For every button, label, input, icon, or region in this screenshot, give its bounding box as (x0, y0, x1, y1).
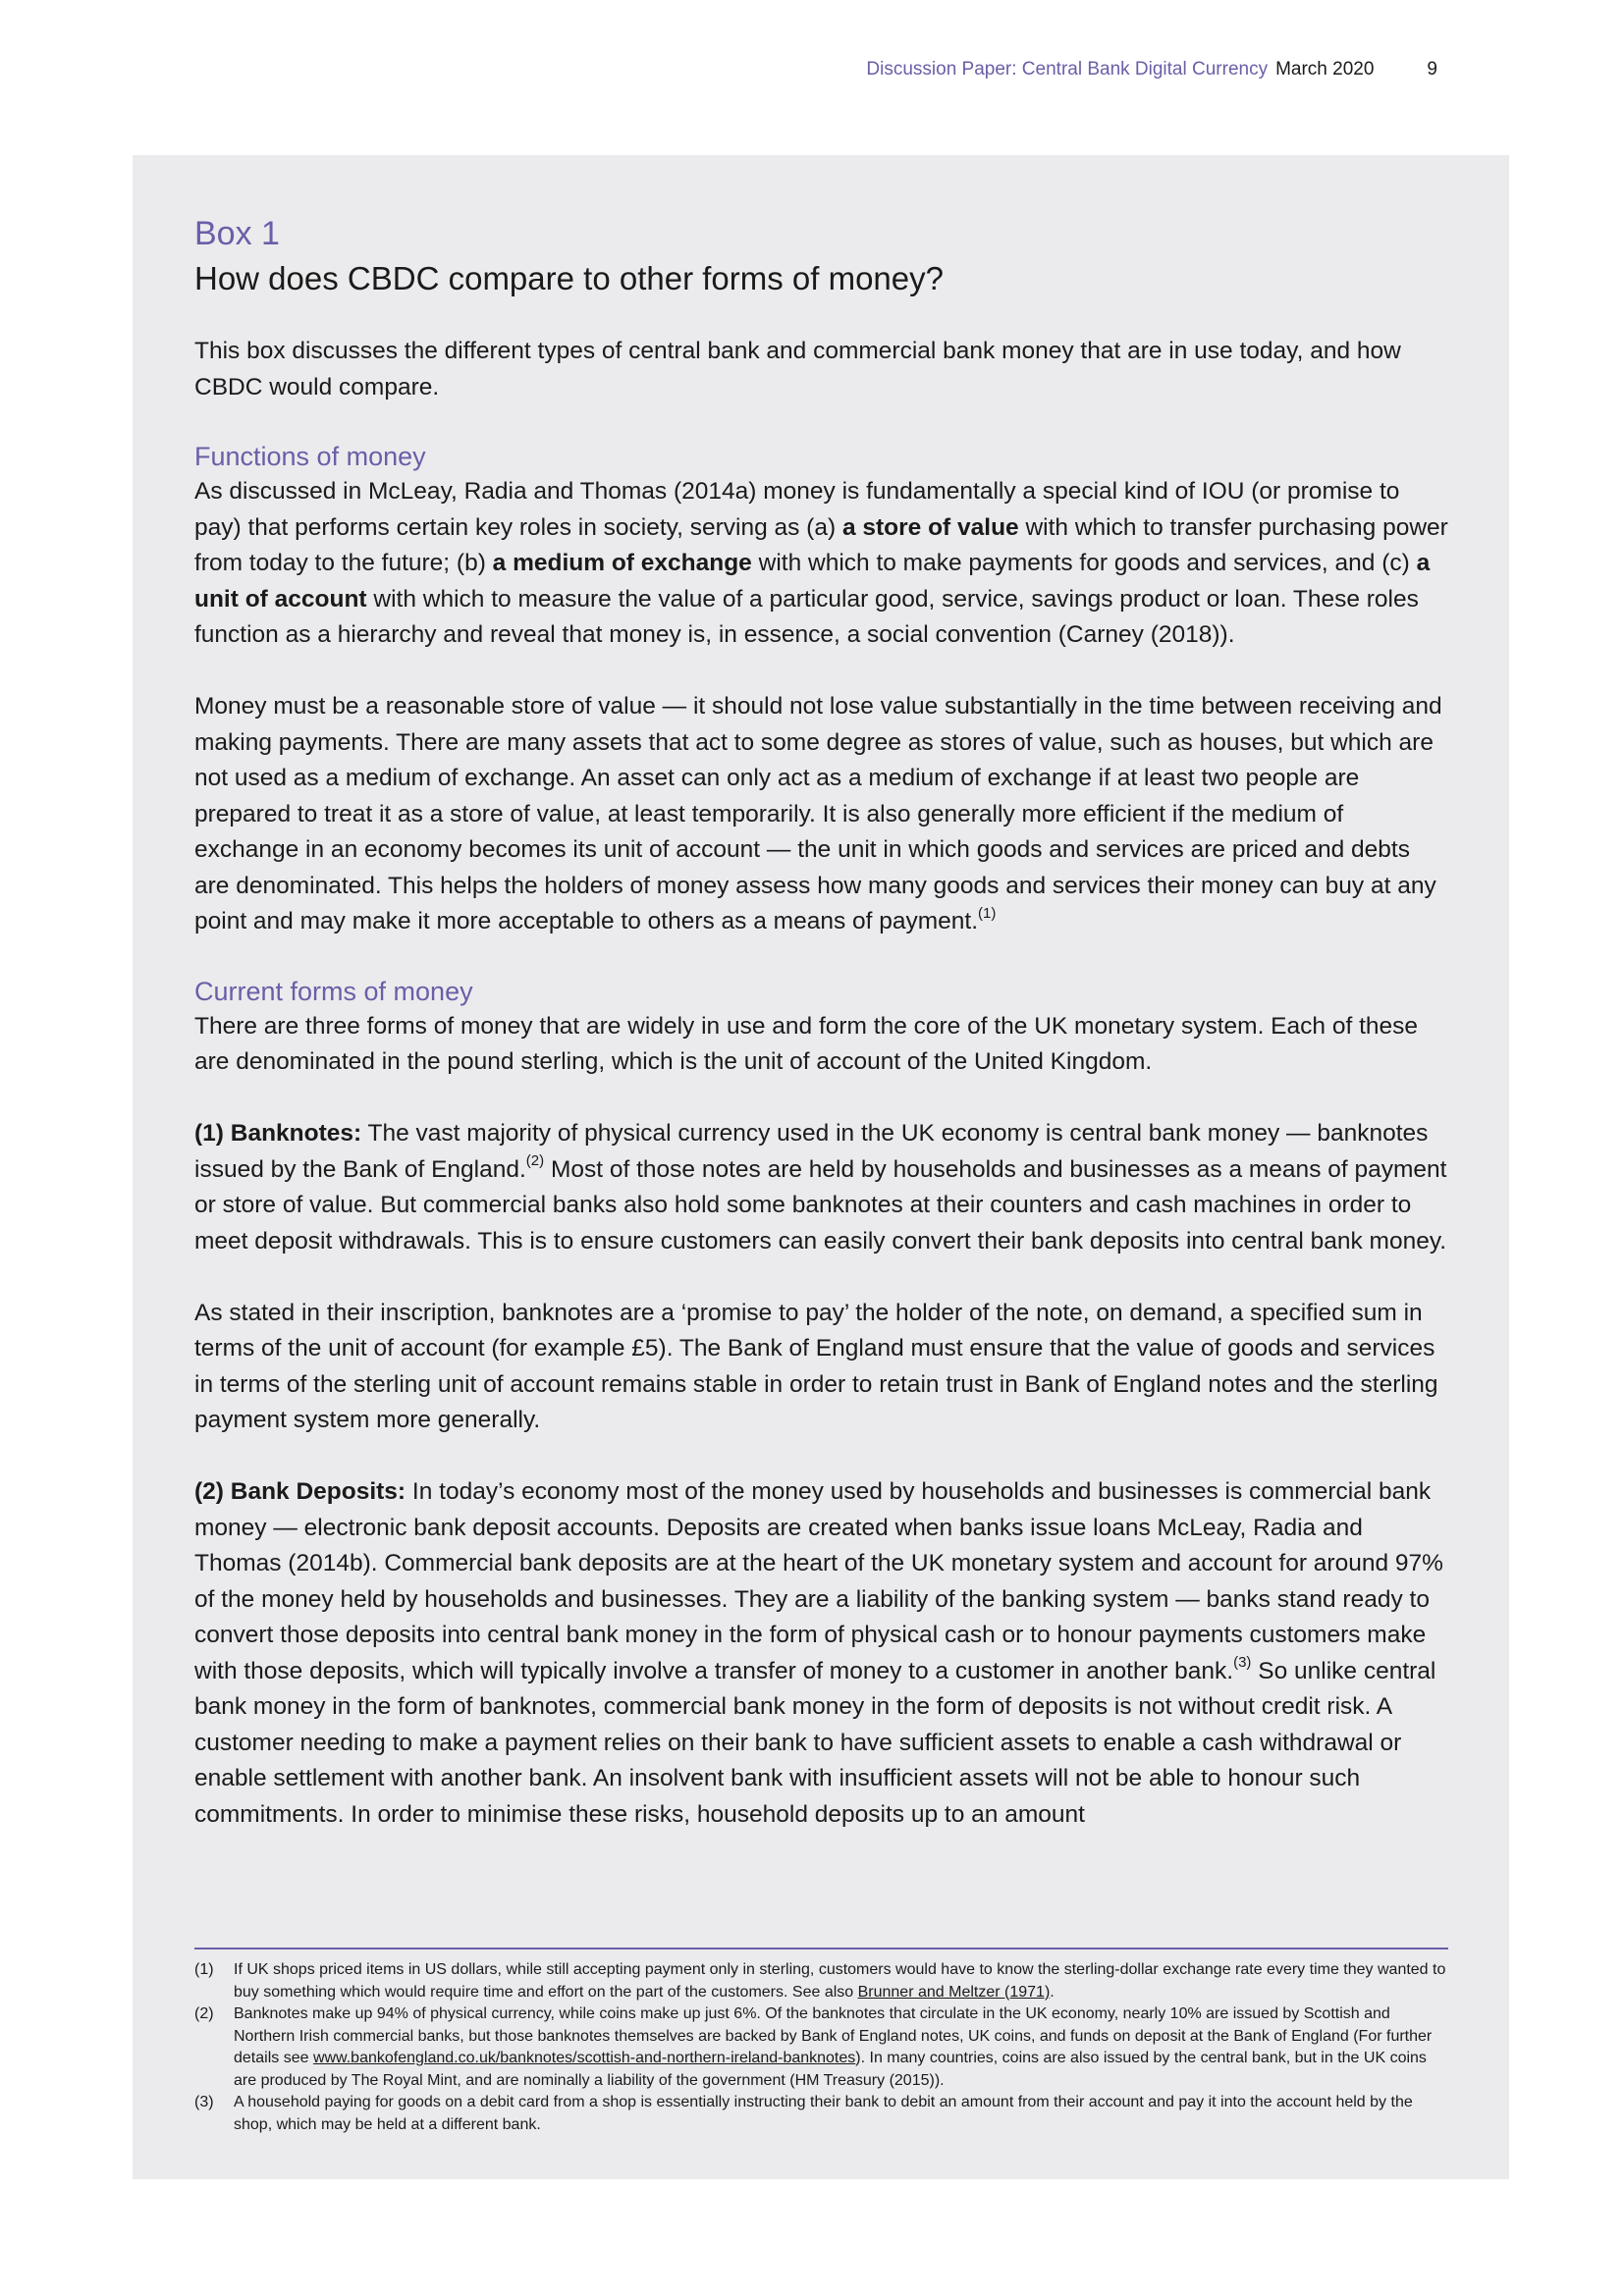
series-title: Discussion Paper: Central Bank Digital Currency (866, 59, 1269, 80)
intro-paragraph: This box discusses the different types of central bank and commercial bank money that are in use today, and how CBDC would compare. (194, 338, 1401, 400)
text-run: The vast majority of physical currency used in the UK economy is central bank money — banknotes issued by the Bank of England. (194, 1120, 1429, 1183)
footnote-3 (194, 2092, 1448, 2136)
box-title: How does CBDC compare to other forms of money? (194, 260, 944, 296)
term-unit-of-account: a unit of account (194, 550, 1431, 613)
box-label: Box 1 (194, 215, 280, 252)
banknotes-paragraph-2: As stated in their inscription, banknotes are a ‘promise to pay’ the holder of the note, on demand, a specified sum in terms of the unit of account (for example £5). The Bank of England must ensure that the value of goods and services in terms of the sterling unit of account remains stable in order to retain trust in Bank of England notes and the sterling payment system more generally. (194, 1299, 1438, 1433)
footnote-text (234, 1959, 1448, 2003)
footnote-number: (1) (194, 1961, 214, 1978)
web-link[interactable]: www.bankofengland.co.uk/banknotes/scottish-and-northern-ireland-banknotes (312, 2050, 856, 2066)
page-number: 9 (1427, 59, 1437, 80)
footnote-text (234, 2092, 1448, 2136)
box-content (194, 214, 1448, 1833)
text-run: A household paying for goods on a debit card from a shop is essentially instructing their bank to debit an amount from their account and pay it into the account held by the shop, which may be held at a different bank. (234, 2094, 1413, 2133)
text-run: So unlike central bank money in the form of banknotes, commercial bank money in the form of deposits is not without credit risk. A customer needing to make a payment relies on their bank to have sufficient assets to enable a cash withdrawal or enable settlement with another bank. An insolvent bank with insufficient assets will not be able to honour such commitments. In order to minimise these risks, household deposits up to an amount (194, 1657, 1436, 1828)
issue-date: March 2020 (1275, 59, 1375, 80)
reference-link[interactable]: Brunner and Meltzer (1971) (857, 1983, 1051, 2001)
footnotes (194, 1948, 1448, 2136)
footnote-text (234, 2003, 1448, 2092)
current-forms-intro: There are three forms of money that are widely in use and form the core of the UK monetary system. Each of these are denominated in the pound sterling, which is the unit of account of the United Kingdom. (194, 1012, 1419, 1075)
functions-paragraph-2 (194, 689, 1448, 940)
text-run: As discussed in McLeay, Radia and Thomas (2014a) money is fundamentally a special kind of IOU (or promise to pay) that performs certain key roles in society, serving as (a) (194, 478, 1400, 541)
banknotes-label: (1) Banknotes: (194, 1120, 362, 1147)
text-run: In today’s economy most of the money used by households and businesses is commercial bank money — electronic bank deposit accounts. Deposits are created when banks issue loans McLeay, Radia and Thomas (2014b). Commercial bank deposits are at the heart of the UK monetary system and account for around 97% of the money held by households and businesses. They are a liability of the banking system — banks stand ready to convert those deposits into central bank money in the form of physical cash or to honour payments customers make with those deposits, which will typically involve a transfer of money to a customer in another bank. (194, 1478, 1443, 1684)
running-header (866, 59, 1437, 80)
text-run: Money must be a reasonable store of value — it should not lose value substantially in the time between receiving and making payments. There are many assets that act to some degree as stores of value, such as houses, but which are not used as a medium of exchange. An asset can only act as a medium of exchange if at least two people are prepared to treat it as a store of value, at least temporarily. It is also generally more efficient if the medium of exchange in an economy becomes its unit of account — the unit in which goods and services are priced and debts are denominated. This helps the holders of money assess how many goods and services their money can buy at any point and may make it more acceptable to others as a means of payment. (194, 693, 1442, 934)
footnote-number: (2) (194, 2005, 214, 2022)
term-medium-of-exchange: a medium of exchange (492, 550, 752, 576)
banknotes-paragraph (194, 1116, 1448, 1259)
text-run: . (1050, 1983, 1055, 2001)
footnote-1 (194, 1959, 1448, 2003)
footnote-number: (3) (194, 2094, 214, 2110)
footnote-2 (194, 2003, 1448, 2092)
functions-paragraph-1 (194, 474, 1448, 654)
box-panel (133, 155, 1509, 2179)
text-run: Banknotes make up 94% of physical currency, while coins make up just 6%. Of the banknotes that circulate in the UK economy, nearly 10% are issued by Scottish and Northern Irish commercial banks, but those banknotes themselves are backed by Bank of England notes, UK coins, and funds on deposit at the Bank of England (For further details see (234, 2005, 1433, 2066)
text-run: with which to make payments for goods and services, and (c) (751, 550, 1417, 576)
current-forms-heading: Current forms of money (194, 976, 473, 1006)
text-run: ). In many countries, coins are also issued by the central bank, but in the UK coins are produced by The Royal Mint, and are nominally a liability of the government (HM Treasury (2015)). (234, 2050, 1427, 2089)
text-run: Most of those notes are held by households and businesses as a means of payment or store of value. But commercial banks also hold some banknotes at their counters and cash machines in order to meet deposit withdrawals. This is to ensure customers can easily convert their bank deposits into central bank money. (194, 1155, 1447, 1255)
deposits-label: (2) Bank Deposits: (194, 1478, 406, 1505)
functions-heading: Functions of money (194, 442, 426, 471)
footnote-ref-3[interactable]: (3) (1233, 1654, 1252, 1672)
footnote-ref-2[interactable]: (2) (525, 1152, 545, 1170)
text-run: with which to transfer purchasing power from today to the future; (b) (194, 513, 1448, 576)
text-run: If UK shops priced items in US dollars, while still accepting payment only in sterling, customers would have to know the sterling-dollar exchange rate every time they wanted to buy something which would require time and effort on the part of the customers. See also (234, 1961, 1446, 2001)
term-store-of-value: a store of value (841, 513, 1019, 541)
text-run: with which to measure the value of a particular good, service, savings product or loan. These roles function as a hierarchy and reveal that money is, in essence, a social convention (Carney (2018)). (194, 585, 1419, 648)
footnote-ref-1[interactable]: (1) (978, 904, 997, 922)
deposits-paragraph (194, 1474, 1448, 1833)
